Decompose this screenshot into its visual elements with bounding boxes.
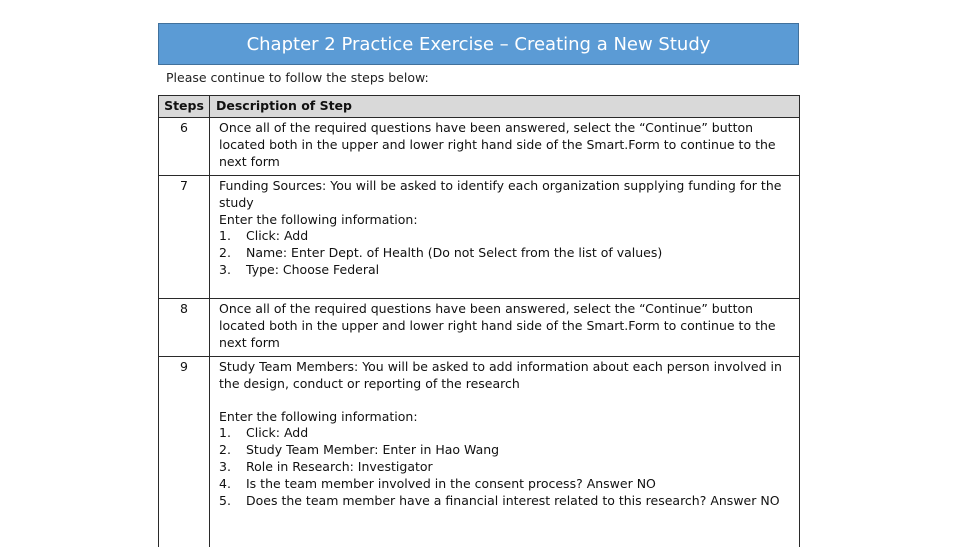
page-title <box>158 23 799 65</box>
header-description: Description of Step <box>210 96 800 118</box>
list-item: 2. Name: Enter Dept. of Health (Do not Select from the list of values) <box>219 245 663 261</box>
step-text: Funding Sources: You will be asked to identify each organization supplying funding for the study <box>219 178 782 210</box>
list-item: 1. Click: Add <box>219 228 309 244</box>
table-header-row <box>159 96 800 118</box>
step-list <box>219 425 789 509</box>
step-number: 9 <box>159 357 210 547</box>
step-description <box>210 118 800 176</box>
step-number: 7 <box>159 176 210 299</box>
list-item: 3. Role in Research: Investigator <box>219 458 433 474</box>
list-item: 3. Type: Choose Federal <box>219 261 380 277</box>
step-description <box>210 357 800 547</box>
intro-text: Please continue to follow the steps below: <box>166 70 429 85</box>
table-row <box>159 176 800 299</box>
page-title-text: Chapter 2 Practice Exercise – Creating a New Study <box>246 33 711 55</box>
table-row <box>159 357 800 547</box>
step-text: Once all of the required questions have been answered, select the “Continue” button located both in the upper and lower right hand side of the Smart.Form to continue to the next form <box>219 301 776 350</box>
list-item: 4. Is the team member involved in the consent process? Answer NO <box>219 475 656 491</box>
step-text: Once all of the required questions have been answered, select the “Continue” button located both in the upper and lower right hand side of the Smart.Form to continue to the next form <box>219 120 776 169</box>
step-lead: Enter the following information: <box>219 211 418 227</box>
table-row <box>159 118 800 176</box>
step-description <box>210 299 800 357</box>
list-item: 5. Does the team member have a financial interest related to this research? Answer NO <box>219 492 780 508</box>
list-item: 1. Click: Add <box>219 425 309 441</box>
step-list <box>219 228 789 278</box>
step-text: Study Team Members: You will be asked to add information about each person involved in the design, conduct or reporting of the research <box>219 359 782 391</box>
header-steps: Steps <box>159 96 210 118</box>
step-description <box>210 176 800 299</box>
step-number: 6 <box>159 118 210 176</box>
table-row <box>159 299 800 357</box>
step-number: 8 <box>159 299 210 357</box>
steps-table <box>158 95 800 547</box>
list-item: 2. Study Team Member: Enter in Hao Wang <box>219 442 500 458</box>
step-lead: Enter the following information: <box>219 408 418 424</box>
